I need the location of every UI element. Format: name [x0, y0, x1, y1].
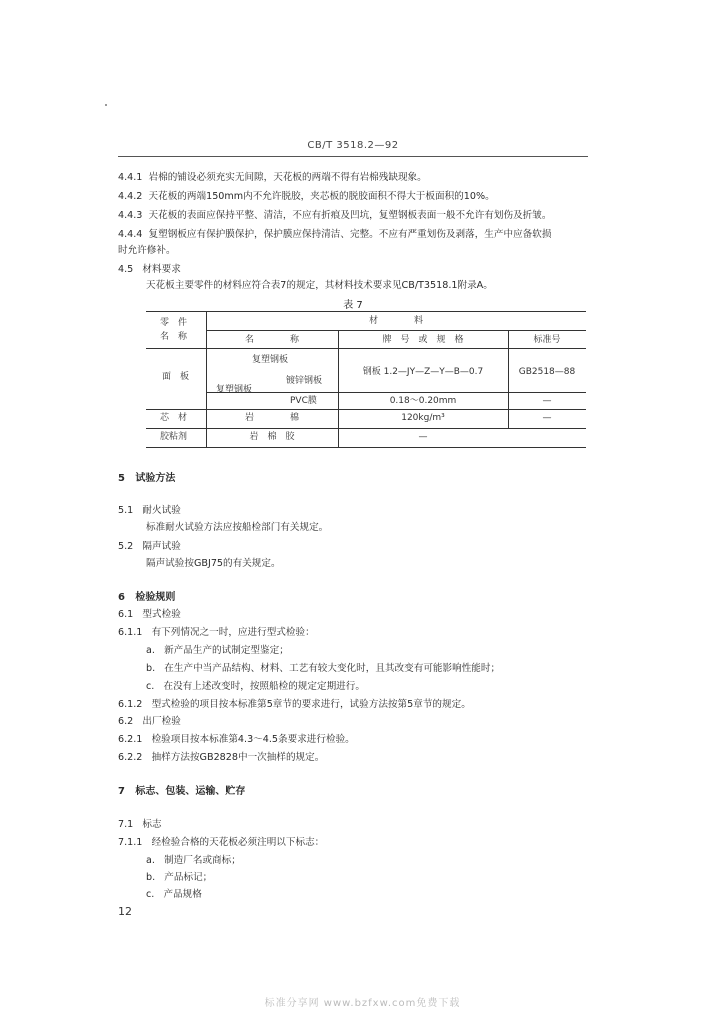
table-head-std: 标准号	[533, 335, 561, 345]
table-top-rule	[146, 311, 586, 312]
table-vline-2	[338, 330, 339, 447]
section-5-1-heading: 5.1 耐火试验	[118, 505, 181, 516]
table-row-panel-spec2: 0.18～0.20mm	[389, 396, 457, 406]
section-5-heading: 5 试验方法	[118, 473, 176, 484]
clause-4-4-4: 4.4.4 复塑钢板应有保护膜保护，保护膜应保持清洁、完整。不应有严重划伤及剥落，生产中应备软损	[118, 229, 552, 240]
section-5-2-heading: 5.2 隔声试验	[118, 541, 181, 552]
table-row-panel-spec1: 钢板 1.2—JY—Z—Y—B—0.7	[362, 367, 484, 377]
table-row-core-part: 芯 材	[160, 413, 188, 423]
table-row-core-std: —	[542, 413, 552, 423]
table-rule-4	[146, 428, 586, 429]
list-item: b. 在生产中当产品结构、材料、工艺有较大变化时，且其改变有可能影响性能时；	[146, 663, 501, 674]
table-head-spec: 牌 号 或 规 格	[382, 335, 464, 345]
table-row-panel-composite: 复塑钢板	[216, 385, 253, 395]
table-row-glue-spec: —	[418, 432, 428, 442]
table-row-core-name: 岩 棉	[244, 413, 299, 423]
table-row-panel-pvc: PVC膜	[290, 396, 317, 406]
table-row-mid-rule	[206, 392, 586, 393]
section-6-heading: 6 检验规则	[118, 592, 176, 603]
section-6-1-2: 6.1.2 型式检验的项目按本标准第5章节的要求进行，试验方法按第5章节的规定。	[118, 699, 471, 710]
table-row-panel-coated: 复塑钢板	[252, 355, 289, 365]
list-item: a. 制造厂名或商标；	[146, 855, 241, 866]
table-row-core-spec: 120kg/m³	[401, 413, 445, 423]
table-head-part-1: 零 件	[160, 318, 188, 328]
clause-4-4-2: 4.4.2 天花板的两端150mm内不允许脱胶，夹芯板的脱胶面积不得大于板面积的10%。	[118, 191, 495, 202]
table-row-panel-part: 面 板	[162, 372, 190, 382]
section-6-2-heading: 6.2 出厂检验	[118, 716, 181, 727]
list-item: a. 新产品生产的试制定型鉴定；	[146, 645, 289, 656]
list-item: c. 在没有上述改变时，按照船检的规定定期进行。	[146, 681, 365, 692]
table-7-title: 表 7	[343, 300, 363, 311]
table-bottom-rule	[146, 447, 586, 448]
table-row-panel-std1: GB2518—88	[518, 367, 576, 377]
list-item: c. 产品规格	[146, 889, 202, 900]
page-number: 12	[118, 905, 132, 918]
table-head-name: 名 称	[244, 335, 299, 345]
table-row-glue-name: 岩 棉 胶	[249, 432, 295, 442]
section-5-1-body: 标准耐火试验方法应按船检部门有关规定。	[146, 522, 329, 533]
section-7-1-heading: 7.1 标志	[118, 819, 162, 830]
clause-4-4-3: 4.4.3 天花板的表面应保持平整、清洁，不应有折痕及凹坑，复塑钢板表面一般不允许有划伤及折皱。	[118, 210, 552, 221]
clause-4-4-4-cont: 时允许修补。	[118, 245, 176, 256]
section-4-5-body: 天花板主要零件的材料应符合表7的规定，其材料技术要求见CB/T3518.1附录A。	[146, 280, 493, 291]
section-5-2-body: 隔声试验按GBJ75的有关规定。	[146, 558, 281, 569]
scan-speck	[105, 104, 107, 106]
section-6-2-2: 6.2.2 抽样方法按GB2828中一次抽样的规定。	[118, 752, 325, 763]
section-4-5-heading: 4.5 材料要求	[118, 264, 181, 275]
table-row-glue-part: 胶粘剂	[160, 432, 188, 442]
table-head-material: 材 料	[368, 316, 423, 326]
table-rule-3	[146, 409, 586, 410]
table-row-panel-std2: —	[542, 396, 552, 406]
standard-code-header: CB/T 3518.2—92	[307, 140, 399, 151]
watermark-footer: 标准分享网 www.bzfxw.com免费下载	[264, 998, 461, 1009]
table-row-panel-substrate: 镀锌钢板	[286, 376, 323, 386]
section-7-heading: 7 标志、包装、运输、贮存	[118, 786, 246, 797]
section-6-1-1: 6.1.1 有下列情况之一时，应进行型式检验：	[118, 627, 315, 638]
section-6-1-heading: 6.1 型式检验	[118, 609, 181, 620]
header-rule	[118, 156, 588, 157]
section-6-2-1: 6.2.1 检验项目按本标准第4.3～4.5条要求进行检验。	[118, 734, 355, 745]
list-item: b. 产品标记；	[146, 872, 213, 883]
table-vline-1	[206, 311, 207, 447]
table-head-bottom-rule	[146, 348, 586, 349]
table-head-mid-rule	[206, 330, 586, 331]
table-head-part-2: 名 称	[160, 332, 188, 342]
clause-4-4-1: 4.4.1 岩棉的铺设必须充实无间隙，天花板的两端不得有岩棉残缺现象。	[118, 172, 427, 183]
section-7-1-1: 7.1.1 经检验合格的天花板必须注明以下标志：	[118, 837, 325, 848]
